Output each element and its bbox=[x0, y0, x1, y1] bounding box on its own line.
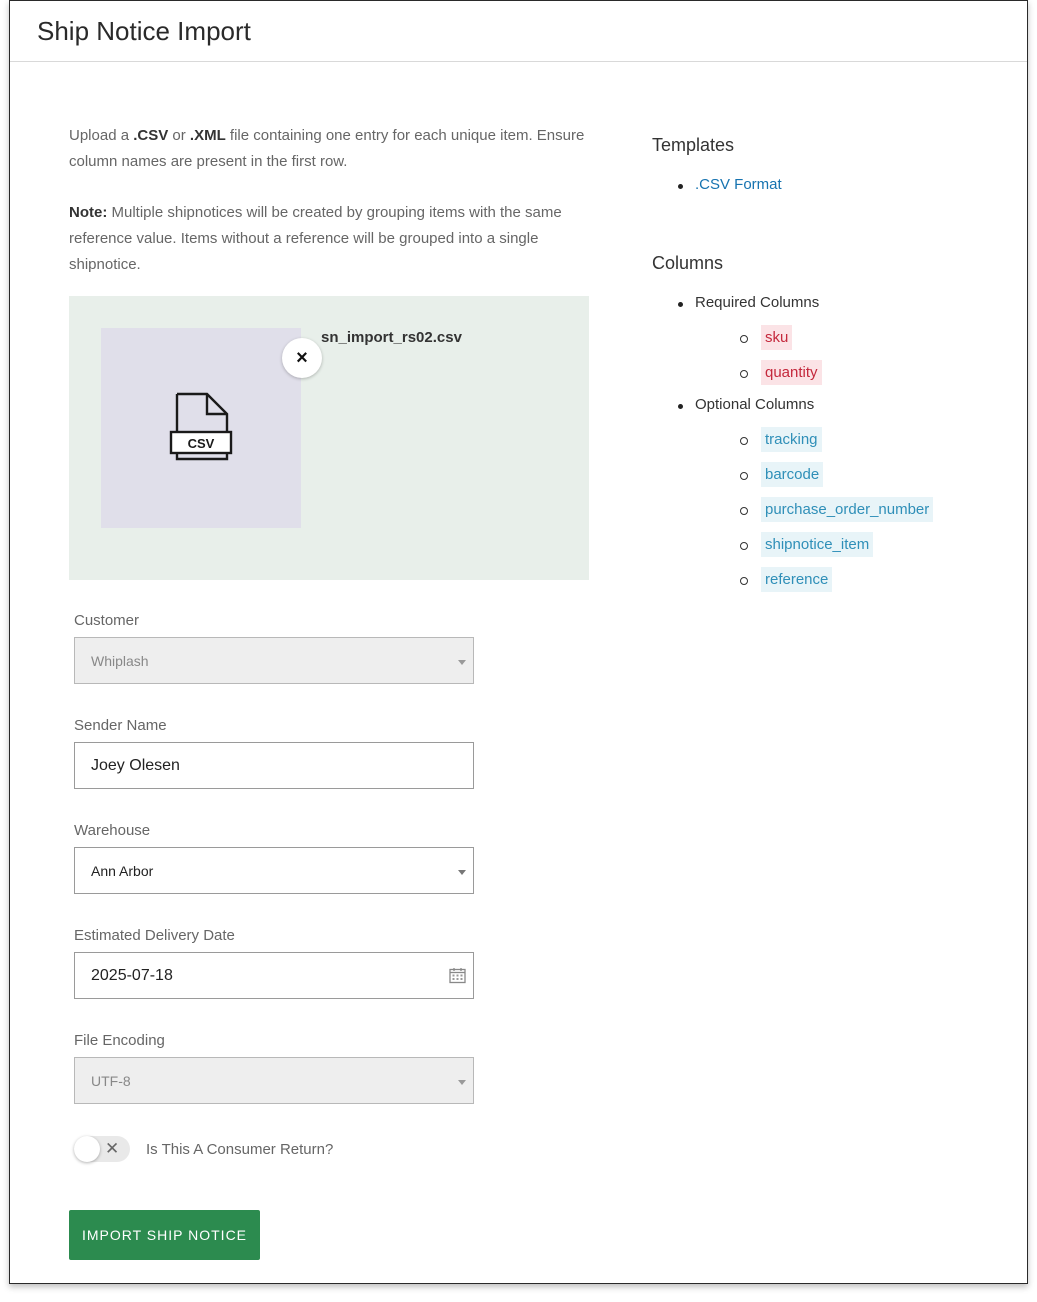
customer-select[interactable]: Whiplash bbox=[74, 637, 474, 684]
optional-columns-item bbox=[652, 396, 1012, 597]
uploaded-file-name: sn_import_rs02.csv bbox=[321, 329, 462, 346]
sender-name-field bbox=[74, 717, 589, 789]
column-item bbox=[737, 457, 1012, 492]
column-chip-sku: sku bbox=[761, 325, 792, 350]
optional-columns-list bbox=[737, 422, 1012, 597]
page-title: Ship Notice Import bbox=[37, 16, 251, 46]
column-chip-quantity: quantity bbox=[761, 360, 822, 385]
column-item bbox=[737, 355, 1012, 390]
required-columns-label: Required Columns bbox=[695, 294, 820, 311]
delivery-date-input[interactable]: 2025-07-18 bbox=[74, 952, 474, 999]
consumer-return-label: Is This A Consumer Return? bbox=[146, 1140, 334, 1158]
optional-columns-label: Optional Columns bbox=[695, 396, 815, 413]
customer-field bbox=[74, 612, 589, 684]
required-columns-list bbox=[737, 320, 1012, 390]
caret-down-icon bbox=[458, 870, 466, 875]
caret-down-icon bbox=[458, 660, 466, 665]
column-chip-shipnotice-item: shipnotice_item bbox=[761, 532, 873, 557]
column-chip-tracking: tracking bbox=[761, 427, 822, 452]
instructions bbox=[69, 123, 594, 278]
delivery-date-label: Estimated Delivery Date bbox=[74, 927, 235, 944]
consumer-return-row bbox=[74, 1136, 589, 1162]
upload-instructions: Upload a .CSV or .XML file containing one entry for each unique item. Ensure column names are present in the first row. bbox=[69, 127, 585, 170]
grouping-note: Note: Multiple shipnotices will be created by grouping items with the same reference value. Items without a reference will be grouped into a single shipnotice. bbox=[69, 204, 562, 273]
file-preview bbox=[101, 328, 308, 528]
columns-list bbox=[652, 294, 1012, 597]
csv-file-icon bbox=[169, 392, 233, 464]
remove-file-button[interactable]: × bbox=[282, 338, 322, 378]
warehouse-select[interactable]: Ann Arbor bbox=[74, 847, 474, 894]
calendar-icon[interactable] bbox=[449, 967, 466, 984]
sender-name-label: Sender Name bbox=[74, 717, 167, 734]
consumer-return-toggle[interactable] bbox=[74, 1136, 130, 1162]
column-chip-reference: reference bbox=[761, 567, 832, 592]
columns-title: Columns bbox=[652, 253, 724, 273]
csv-format-link[interactable]: .CSV Format bbox=[695, 176, 782, 193]
file-encoding-label: File Encoding bbox=[74, 1032, 165, 1049]
template-item bbox=[652, 176, 1012, 193]
warehouse-field bbox=[74, 822, 589, 894]
card-header bbox=[10, 1, 1027, 62]
warehouse-label: Warehouse bbox=[74, 822, 151, 839]
delivery-date-field bbox=[74, 927, 589, 999]
column-chip-purchase-order-number: purchase_order_number bbox=[761, 497, 933, 522]
file-encoding-select[interactable]: UTF-8 bbox=[74, 1057, 474, 1104]
templates-list bbox=[652, 176, 1012, 193]
column-chip-barcode: barcode bbox=[761, 462, 823, 487]
toggle-off-icon: ✕ bbox=[105, 1139, 120, 1158]
file-encoding-field bbox=[74, 1032, 589, 1104]
column-item bbox=[737, 562, 1012, 597]
sender-name-input[interactable]: Joey Olesen bbox=[74, 742, 474, 789]
column-item bbox=[737, 320, 1012, 355]
import-ship-notice-button[interactable]: IMPORT SHIP NOTICE bbox=[69, 1210, 260, 1260]
file-type-label: CSV bbox=[187, 436, 215, 451]
column-item bbox=[737, 422, 1012, 457]
help-sidebar bbox=[652, 62, 1012, 597]
ship-notice-import-card bbox=[9, 0, 1028, 1284]
file-dropzone[interactable] bbox=[69, 296, 589, 580]
column-item bbox=[737, 527, 1012, 562]
customer-label: Customer bbox=[74, 612, 140, 629]
toggle-knob bbox=[74, 1136, 100, 1162]
column-item bbox=[737, 492, 1012, 527]
import-form-column bbox=[69, 62, 589, 1260]
caret-down-icon bbox=[458, 1080, 466, 1085]
templates-title: Templates bbox=[652, 135, 735, 155]
required-columns-item bbox=[652, 294, 1012, 390]
